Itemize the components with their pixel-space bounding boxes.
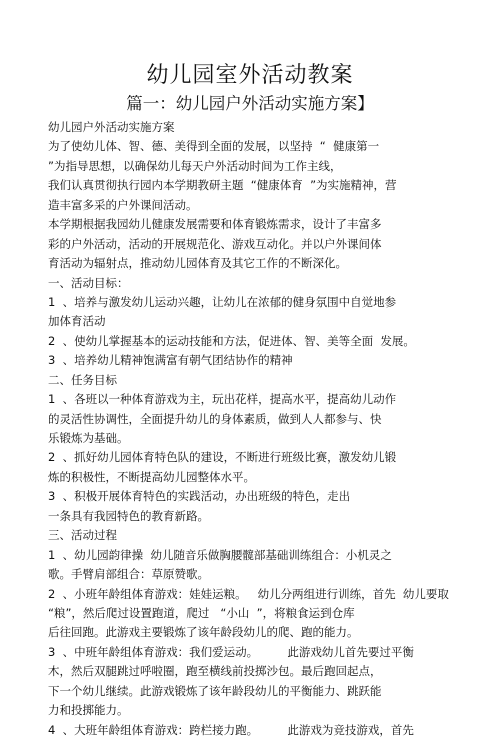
text-line: 后往回跑。此游戏主要锻炼了该年龄段幼儿的爬、跑的能力。 xyxy=(48,625,359,640)
text-line: 1 、各班以一种体育游戏为主，玩出花样，提高水平，提高幼儿动作 xyxy=(48,392,397,407)
text-line: 造丰富多采的户外课间活动。 xyxy=(48,197,198,212)
text-line: 炼的积极性，不断提高幼儿园整体水平。 xyxy=(48,469,255,484)
text-line: 1 、幼儿园韵律操 幼儿随音乐做胸腰髋部基础训练组合：小机灵之 xyxy=(48,547,392,562)
document-body xyxy=(48,118,468,740)
text-line: 二、任务目标 xyxy=(48,372,117,387)
page-title: 幼儿园室外活动教案 xyxy=(146,63,354,88)
text-line: 3 、培养幼儿精神饱满富有朝气团结协作的精神 xyxy=(48,353,293,368)
text-line: 彩的户外活动，活动的开展规范化、游戏互动化。并以户外课间体 xyxy=(48,236,382,251)
text-line: 3 、中班年龄组体育游戏：我们爱运动。 此游戏幼儿首先要过平衡 xyxy=(48,644,414,659)
text-line: 育活动为辐射点，推动幼儿园体育及其它工作的不断深化。 xyxy=(48,256,347,271)
text-line: 2 、小班年龄组体育游戏：娃娃运粮。 幼儿分两组进行训练，首先 幼儿要取 xyxy=(48,586,449,601)
text-line: 加体育活动 xyxy=(48,314,106,329)
text-line: 三、活动过程 xyxy=(48,528,117,543)
text-line: 木，然后双腿跳过呼啦圈，跑至横线前投掷沙包。最后跑回起点， xyxy=(48,664,382,679)
text-line: 一、活动目标： xyxy=(48,275,129,290)
text-line: 乐锻炼为基础。 xyxy=(48,431,129,445)
text-line: 4 、大班年龄组体育游戏：跨栏接力跑。 此游戏为竞技游戏，首先 xyxy=(48,722,414,737)
text-line: 2 、抓好幼儿园体育特色队的建设，不断进行班级比赛，激发幼儿锻 xyxy=(48,450,397,465)
text-line: 1 、培养与激发幼儿运动兴趣，让幼儿在浓郁的健身氛围中自觉地参 xyxy=(48,294,397,309)
text-line: 歌。手臂肩部组合：草原赞歌。 xyxy=(48,567,209,582)
text-line: 一条具有我园特色的教育新路。 xyxy=(48,508,209,523)
text-line: 3 、积极开展体育特色的实践活动，办出班级的特色，走出 xyxy=(48,489,351,504)
text-line: 力和投掷能力。 xyxy=(48,703,129,718)
text-line: 我们认真贯彻执行园内本学期教研主题 “健康体育 ”为实施精神，营 xyxy=(48,178,397,193)
text-line: 的灵活性协调性，全面提升幼儿的身体素质，做到人人都参与、快 xyxy=(48,411,382,426)
text-line: ”为指导思想，以确保幼儿每天户外活动时间为工作主线， xyxy=(48,158,342,173)
text-line: 2 、使幼儿掌握基本的运动技能和方法，促进体、智、美等全面 发展。 xyxy=(48,333,415,348)
text-line: 为了使幼儿体、智、德、美得到全面的发展，以坚持 “ 健康第一 xyxy=(48,139,380,154)
text-line: 下一个幼儿继续。此游戏锻炼了该年龄段幼儿的平衡能力、跳跃能 xyxy=(48,683,382,698)
text-line: “粮”，然后爬过设置跑道，爬过 “小山 ”，将粮食运到仓库 xyxy=(48,605,355,620)
text-line: 本学期根据我园幼儿健康发展需要和体育锻炼需求，设计了丰富多 xyxy=(48,217,382,232)
text-line: 幼儿园户外活动实施方案 xyxy=(48,120,175,134)
section-heading: 篇一：幼儿园户外活动实施方案】 xyxy=(126,94,374,113)
